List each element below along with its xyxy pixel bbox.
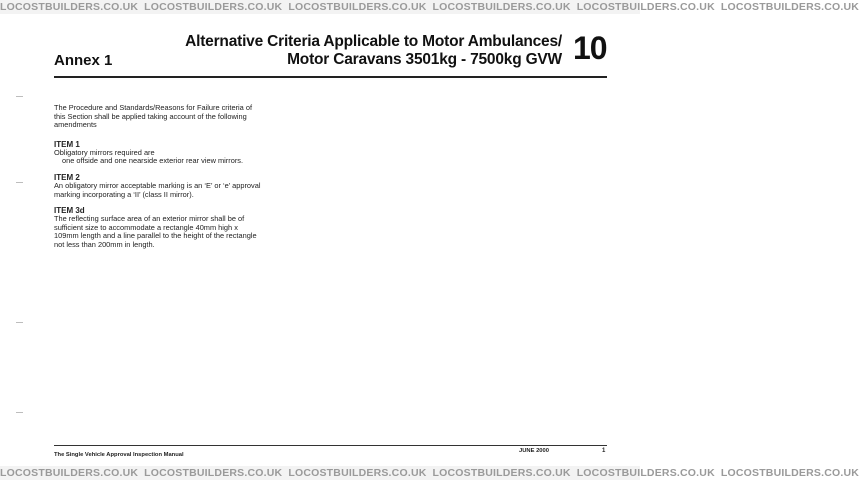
- header-divider: [54, 76, 607, 78]
- title-line-2: Motor Caravans 3501kg - 7500kg GVW: [287, 51, 562, 68]
- footer-divider: [54, 445, 607, 446]
- binding-hole-mark: [16, 412, 23, 413]
- watermark-text: LOCOSTBUILDERS.CO.UK: [0, 1, 139, 13]
- watermark-text: LOCOSTBUILDERS.CO.UK: [576, 1, 715, 13]
- annex-label: Annex 1: [54, 52, 113, 69]
- item-heading: ITEM 3d: [54, 206, 85, 216]
- binding-hole-mark: [16, 322, 23, 323]
- item-block: [54, 206, 264, 249]
- watermark-text: LOCOSTBUILDERS.CO.UK: [288, 1, 427, 13]
- item-block: [54, 140, 264, 166]
- intro-paragraph: The Procedure and Standards/Reasons for Failure criteria of this Section shall be applied taking account of the following amendments: [54, 103, 253, 130]
- item-text: An obligatory mirror acceptable marking is an ‘E’ or ‘e’ approval marking incorporating a ‘II’ (class II mirror).: [54, 180, 261, 199]
- page-content: [54, 104, 264, 257]
- watermark-text: LOCOSTBUILDERS.CO.UK: [432, 467, 571, 479]
- title-line-1: Alternative Criteria Applicable to Motor Ambulances/: [185, 33, 562, 50]
- section-number: 10: [573, 30, 607, 66]
- watermark-text: LOCOSTBUILDERS.CO.UK: [0, 467, 139, 479]
- page-number: 1: [602, 448, 606, 454]
- item-text-indented: one offside and one nearside exterior rear view mirrors.: [62, 156, 244, 166]
- page-title: [185, 33, 562, 69]
- binding-hole-mark: [16, 96, 23, 97]
- watermark-text: LOCOSTBUILDERS.CO.UK: [720, 1, 860, 13]
- watermark-bottom: [0, 466, 860, 480]
- item-text: The reflecting surface area of an exterior mirror shall be of sufficient size to accommodate a rectangle 40mm high x 109mm length and a line parallel to the height of the rectangle not less than 200mm in length.: [54, 214, 257, 249]
- item-heading: ITEM 1: [54, 139, 80, 149]
- watermark-text: LOCOSTBUILDERS.CO.UK: [432, 1, 571, 13]
- watermark-top: [0, 0, 860, 14]
- footer-manual-title: The Single Vehicle Approval Inspection Manual: [54, 452, 184, 458]
- watermark-text: LOCOSTBUILDERS.CO.UK: [144, 467, 283, 479]
- footer-date: JUNE 2000: [519, 448, 549, 454]
- watermark-text: LOCOSTBUILDERS.CO.UK: [576, 467, 715, 479]
- watermark-text: LOCOSTBUILDERS.CO.UK: [720, 467, 860, 479]
- item-heading: ITEM 2: [54, 172, 80, 182]
- binding-hole-mark: [16, 182, 23, 183]
- item-block: [54, 173, 264, 199]
- watermark-text: LOCOSTBUILDERS.CO.UK: [288, 467, 427, 479]
- watermark-text: LOCOSTBUILDERS.CO.UK: [144, 1, 283, 13]
- item-text: Obligatory mirrors required are: [54, 147, 155, 157]
